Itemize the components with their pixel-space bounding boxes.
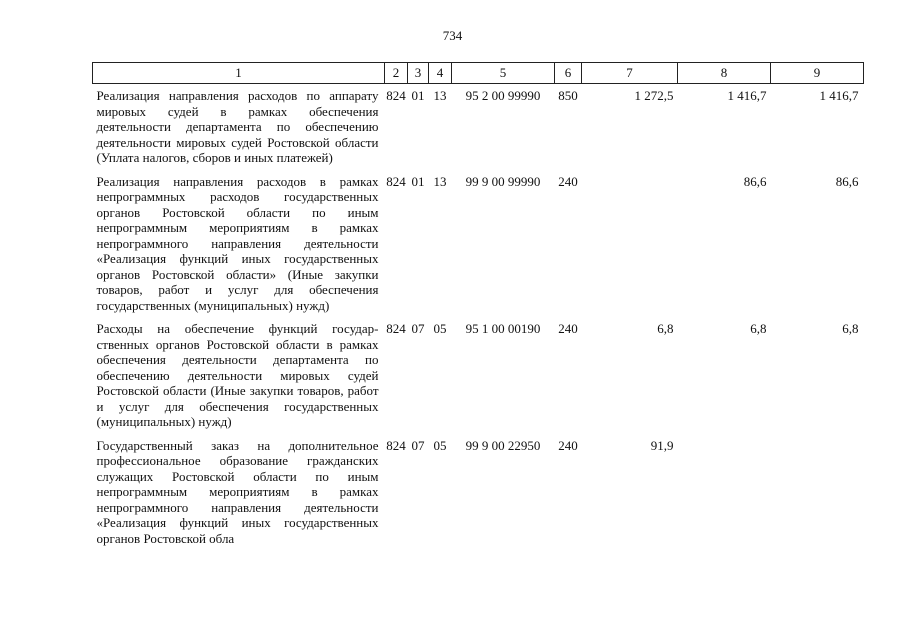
amount-col-9: 6,8 bbox=[842, 321, 859, 336]
expense-type-code: 850 bbox=[558, 88, 578, 103]
table-row bbox=[93, 84, 864, 170]
row-description: Государственный заказ на дополнительное профессиональное образование гражданских служащих Ростовской области по иным непрограммным мероприятиям в рамках непрограммного направления деятельности «Реализация функций иных государственных органов Ростовской обла bbox=[96, 437, 379, 546]
target-article-code: 95 2 00 99990 bbox=[465, 88, 541, 103]
table-header bbox=[93, 63, 864, 84]
header-col-8: 8 bbox=[678, 63, 771, 84]
amount-col-9: 1 416,7 bbox=[819, 88, 859, 103]
row-description: Реализация направления расходов по аппарату мировых судей в рамках обеспечения деятельности департамента по обеспечению деятельности мировых судей Ростовской области (Уплата налогов, сборов и иных платежей) bbox=[96, 88, 379, 165]
expense-type-code: 240 bbox=[558, 437, 578, 453]
amount-col-7: 1 272,5 bbox=[634, 88, 674, 103]
target-article-code: 99 9 00 99990 bbox=[465, 173, 541, 189]
ministry-code: 824 bbox=[386, 321, 406, 336]
amount-col-8 bbox=[678, 434, 771, 551]
header-col-1: 1 bbox=[93, 63, 385, 84]
subsection-code: 13 bbox=[433, 88, 447, 103]
header-col-5: 5 bbox=[452, 63, 555, 84]
ministry-code: 824 bbox=[386, 88, 406, 103]
header-col-9: 9 bbox=[771, 63, 864, 84]
ministry-code: 824 bbox=[386, 173, 406, 189]
budget-table bbox=[92, 62, 864, 550]
header-col-3: 3 bbox=[408, 63, 429, 84]
row-description: Расходы на обеспечение функций государственных органов Ростовской области в рамках обеспечения деятельности департамента по обеспечению деятельности мировых судей Ростовской области (Иные закупки товаров, работ и услуг для обеспечения государственных (муниципальных) нужд) bbox=[96, 321, 379, 429]
section-code: 07 bbox=[411, 437, 425, 453]
expense-type-code: 240 bbox=[558, 173, 578, 189]
page-number: 734 bbox=[442, 28, 463, 43]
subsection-code: 05 bbox=[433, 437, 447, 453]
table-row bbox=[93, 434, 864, 551]
amount-col-8: 86,6 bbox=[743, 173, 767, 189]
header-col-6: 6 bbox=[555, 63, 582, 84]
amount-col-7 bbox=[582, 170, 678, 318]
ministry-code: 824 bbox=[386, 437, 406, 453]
target-article-code: 95 1 00 00190 bbox=[465, 321, 541, 336]
amount-col-8: 6,8 bbox=[750, 321, 767, 336]
header-col-7: 7 bbox=[582, 63, 678, 84]
header-col-4: 4 bbox=[429, 63, 452, 84]
section-code: 07 bbox=[411, 321, 425, 336]
expense-type-code: 240 bbox=[558, 321, 578, 336]
amount-col-7: 6,8 bbox=[657, 321, 674, 336]
header-row bbox=[93, 63, 864, 84]
amount-col-7: 91,9 bbox=[650, 437, 674, 453]
row-description: Реализация направления расходов в рамках непрограммных расходов государственных органов Ростовской области по иным непрограммным мероприятиям в рамках непрограммного направления деятельности «Реализация функций иных государственных органов Ростовской области» (Иные закупки товаров, работ и услуг для обеспечения государственных (муниципальных) нужд) bbox=[96, 173, 379, 313]
amount-col-9: 86,6 bbox=[835, 173, 859, 189]
header-col-2: 2 bbox=[385, 63, 408, 84]
table-row bbox=[93, 317, 864, 434]
subsection-code: 05 bbox=[433, 321, 447, 336]
section-code: 01 bbox=[411, 173, 425, 189]
target-article-code: 99 9 00 22950 bbox=[465, 437, 541, 453]
table-row bbox=[93, 170, 864, 318]
subsection-code: 13 bbox=[433, 173, 447, 189]
amount-col-9 bbox=[771, 434, 864, 551]
section-code: 01 bbox=[411, 88, 425, 103]
table-body bbox=[93, 84, 864, 551]
amount-col-8: 1 416,7 bbox=[727, 88, 767, 103]
